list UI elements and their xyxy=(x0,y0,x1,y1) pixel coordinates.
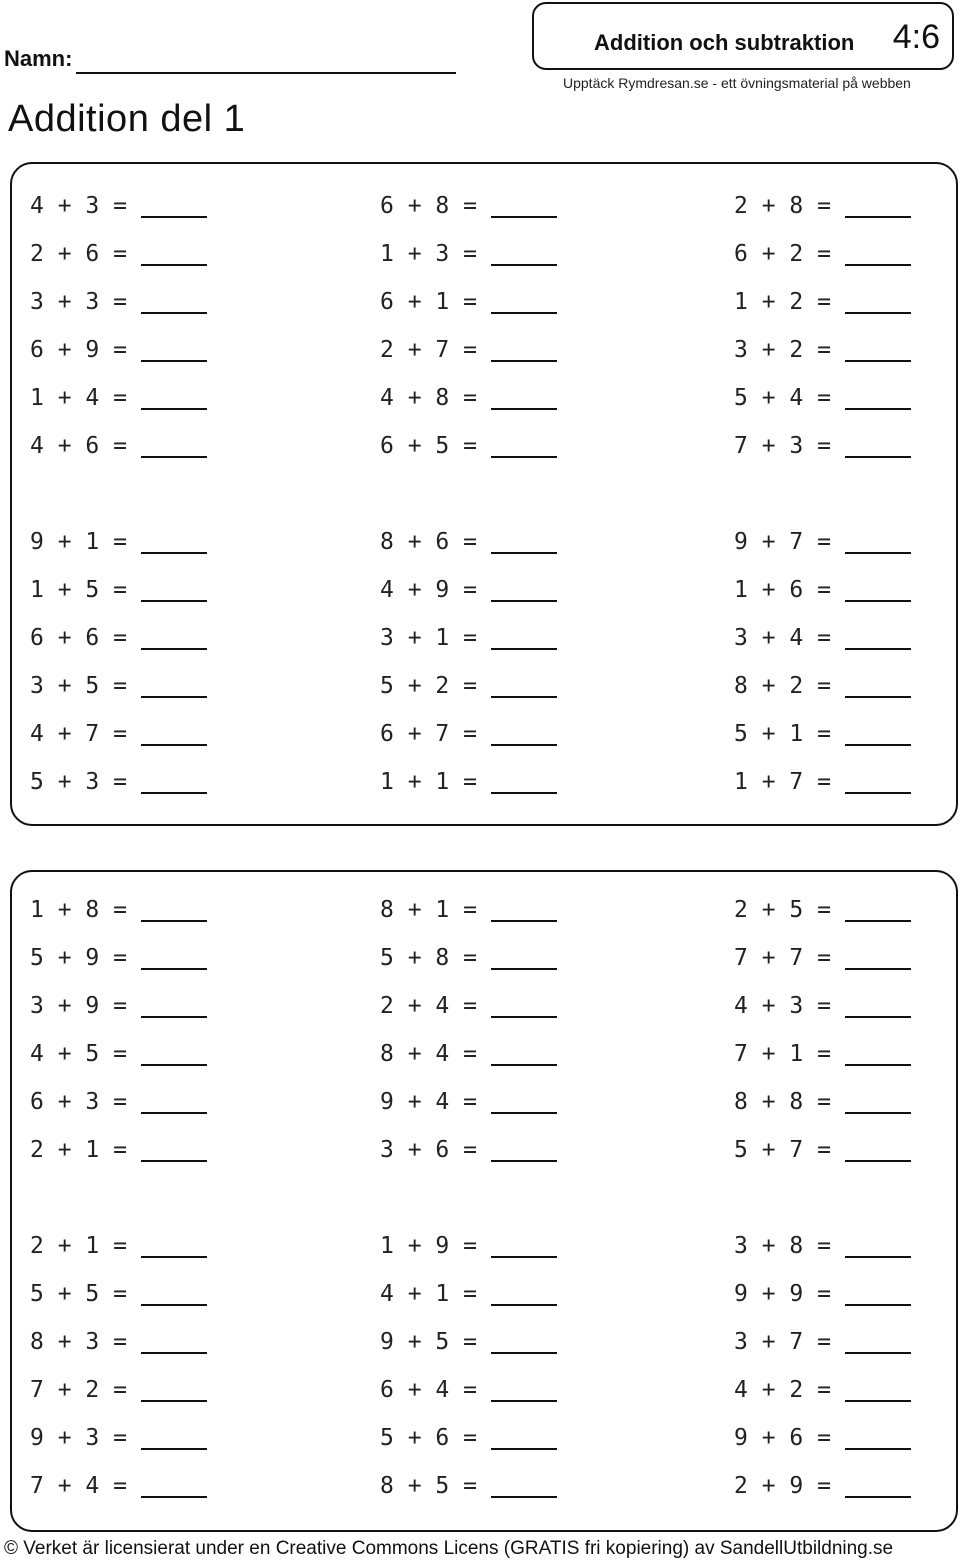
answer-blank[interactable] xyxy=(845,1042,911,1066)
equation-text: 6 + 2 = xyxy=(734,241,831,267)
equation-row xyxy=(734,1462,960,1510)
equation-row xyxy=(380,710,680,758)
equation-row xyxy=(30,230,330,278)
answer-blank[interactable] xyxy=(845,898,911,922)
equation-text: 9 + 6 = xyxy=(734,1425,831,1451)
answer-blank[interactable] xyxy=(491,946,557,970)
equation-text: 7 + 2 = xyxy=(30,1377,127,1403)
equation-row xyxy=(734,1414,960,1462)
equation-text: 2 + 9 = xyxy=(734,1473,831,1499)
answer-blank[interactable] xyxy=(141,1042,207,1066)
equation-text: 6 + 5 = xyxy=(380,433,477,459)
exercise-column xyxy=(734,182,960,470)
answer-blank[interactable] xyxy=(491,338,557,362)
equation-text: 4 + 8 = xyxy=(380,385,477,411)
header-box-title: Addition och subtraktion xyxy=(594,30,855,55)
equation-row xyxy=(734,1030,960,1078)
answer-blank[interactable] xyxy=(491,1330,557,1354)
equation-row xyxy=(30,1414,330,1462)
equation-text: 2 + 7 = xyxy=(380,337,477,363)
equation-row xyxy=(380,230,680,278)
equation-row xyxy=(30,182,330,230)
equation-text: 5 + 5 = xyxy=(30,1281,127,1307)
equation-text: 9 + 7 = xyxy=(734,529,831,555)
exercise-column xyxy=(380,182,680,470)
equation-text: 5 + 2 = xyxy=(380,673,477,699)
answer-blank[interactable] xyxy=(491,770,557,794)
answer-blank[interactable] xyxy=(141,1474,207,1498)
equation-text: 8 + 3 = xyxy=(30,1329,127,1355)
equation-row xyxy=(380,614,680,662)
equation-row xyxy=(30,518,330,566)
equation-row xyxy=(380,518,680,566)
equation-text: 5 + 7 = xyxy=(734,1137,831,1163)
equation-text: 3 + 8 = xyxy=(734,1233,831,1259)
answer-blank[interactable] xyxy=(491,530,557,554)
equation-row xyxy=(30,278,330,326)
answer-blank[interactable] xyxy=(141,1426,207,1450)
exercise-column xyxy=(734,518,960,806)
answer-blank[interactable] xyxy=(845,1330,911,1354)
answer-blank[interactable] xyxy=(141,1138,207,1162)
exercise-column xyxy=(30,182,330,470)
answer-blank[interactable] xyxy=(491,626,557,650)
equation-row xyxy=(30,934,330,982)
equation-text: 3 + 7 = xyxy=(734,1329,831,1355)
equation-text: 6 + 8 = xyxy=(380,193,477,219)
equation-row xyxy=(30,886,330,934)
answer-blank[interactable] xyxy=(845,1426,911,1450)
answer-blank[interactable] xyxy=(491,578,557,602)
answer-blank[interactable] xyxy=(491,386,557,410)
equation-row xyxy=(734,182,960,230)
equation-row xyxy=(30,1030,330,1078)
equation-row xyxy=(30,1366,330,1414)
equation-row xyxy=(30,374,330,422)
answer-blank[interactable] xyxy=(845,242,911,266)
equation-text: 2 + 1 = xyxy=(30,1233,127,1259)
answer-blank[interactable] xyxy=(845,386,911,410)
exercise-column xyxy=(30,518,330,806)
answer-blank[interactable] xyxy=(141,242,207,266)
equation-row xyxy=(734,710,960,758)
equation-row xyxy=(734,326,960,374)
equation-text: 7 + 1 = xyxy=(734,1041,831,1067)
equation-text: 7 + 3 = xyxy=(734,433,831,459)
equation-row xyxy=(30,982,330,1030)
exercise-group xyxy=(12,518,956,806)
equation-text: 8 + 8 = xyxy=(734,1089,831,1115)
equation-text: 9 + 9 = xyxy=(734,1281,831,1307)
answer-blank[interactable] xyxy=(845,626,911,650)
answer-blank[interactable] xyxy=(491,1138,557,1162)
equation-row xyxy=(380,1318,680,1366)
equation-text: 2 + 5 = xyxy=(734,897,831,923)
equation-text: 4 + 5 = xyxy=(30,1041,127,1067)
exercise-group xyxy=(12,1222,956,1510)
equation-row xyxy=(380,1414,680,1462)
equation-text: 8 + 4 = xyxy=(380,1041,477,1067)
answer-blank[interactable] xyxy=(845,1090,911,1114)
equation-row xyxy=(30,758,330,806)
answer-blank[interactable] xyxy=(491,1042,557,1066)
answer-blank[interactable] xyxy=(141,290,207,314)
answer-blank[interactable] xyxy=(845,578,911,602)
equation-row xyxy=(380,1462,680,1510)
equation-row xyxy=(734,230,960,278)
header-box-code: 4:6 xyxy=(892,18,940,56)
equation-row xyxy=(380,278,680,326)
equation-text: 9 + 5 = xyxy=(380,1329,477,1355)
equation-text: 1 + 7 = xyxy=(734,769,831,795)
answer-blank[interactable] xyxy=(141,578,207,602)
equation-text: 1 + 9 = xyxy=(380,1233,477,1259)
answer-blank[interactable] xyxy=(845,338,911,362)
equation-text: 5 + 4 = xyxy=(734,385,831,411)
answer-blank[interactable] xyxy=(141,898,207,922)
exercise-column xyxy=(734,886,960,1174)
exercise-column xyxy=(380,1222,680,1510)
equation-text: 8 + 5 = xyxy=(380,1473,477,1499)
equation-row xyxy=(734,566,960,614)
exercise-column xyxy=(734,1222,960,1510)
equation-row xyxy=(734,374,960,422)
equation-row xyxy=(734,278,960,326)
equation-row xyxy=(734,614,960,662)
equation-text: 6 + 7 = xyxy=(380,721,477,747)
equation-text: 2 + 6 = xyxy=(30,241,127,267)
equation-text: 8 + 2 = xyxy=(734,673,831,699)
exercise-column xyxy=(30,1222,330,1510)
answer-blank[interactable] xyxy=(845,1474,911,1498)
answer-blank[interactable] xyxy=(491,722,557,746)
answer-blank[interactable] xyxy=(141,626,207,650)
equation-row xyxy=(734,1126,960,1174)
equation-row xyxy=(30,1462,330,1510)
equation-row xyxy=(30,1078,330,1126)
equation-text: 5 + 6 = xyxy=(380,1425,477,1451)
equation-row xyxy=(734,1366,960,1414)
exercise-column xyxy=(380,886,680,1174)
equation-text: 1 + 2 = xyxy=(734,289,831,315)
equation-text: 2 + 8 = xyxy=(734,193,831,219)
answer-blank[interactable] xyxy=(141,1090,207,1114)
equation-text: 1 + 3 = xyxy=(380,241,477,267)
answer-blank[interactable] xyxy=(491,1474,557,1498)
equation-row xyxy=(734,886,960,934)
answer-blank[interactable] xyxy=(141,338,207,362)
answer-blank[interactable] xyxy=(141,1282,207,1306)
equation-text: 6 + 4 = xyxy=(380,1377,477,1403)
equation-row xyxy=(380,1222,680,1270)
answer-blank[interactable] xyxy=(491,674,557,698)
equation-text: 4 + 1 = xyxy=(380,1281,477,1307)
exercise-panel-2 xyxy=(10,870,958,1532)
answer-blank[interactable] xyxy=(845,1378,911,1402)
equation-row xyxy=(380,886,680,934)
answer-blank[interactable] xyxy=(141,946,207,970)
equation-text: 3 + 3 = xyxy=(30,289,127,315)
equation-row xyxy=(380,566,680,614)
answer-blank[interactable] xyxy=(845,530,911,554)
equation-text: 2 + 4 = xyxy=(380,993,477,1019)
equation-text: 6 + 1 = xyxy=(380,289,477,315)
equation-text: 6 + 9 = xyxy=(30,337,127,363)
equation-text: 9 + 3 = xyxy=(30,1425,127,1451)
equation-row xyxy=(380,182,680,230)
equation-row xyxy=(30,1222,330,1270)
equation-row xyxy=(30,326,330,374)
answer-blank[interactable] xyxy=(845,674,911,698)
exercise-column xyxy=(30,886,330,1174)
equation-text: 4 + 7 = xyxy=(30,721,127,747)
equation-row xyxy=(30,1126,330,1174)
answer-blank[interactable] xyxy=(845,946,911,970)
equation-row xyxy=(30,662,330,710)
equation-row xyxy=(30,1270,330,1318)
equation-text: 8 + 1 = xyxy=(380,897,477,923)
equation-text: 5 + 9 = xyxy=(30,945,127,971)
equation-row xyxy=(734,1270,960,1318)
equation-row xyxy=(380,374,680,422)
equation-text: 6 + 3 = xyxy=(30,1089,127,1115)
equation-text: 3 + 1 = xyxy=(380,625,477,651)
equation-row xyxy=(380,758,680,806)
equation-text: 1 + 6 = xyxy=(734,577,831,603)
equation-text: 6 + 6 = xyxy=(30,625,127,651)
exercise-panel-1 xyxy=(10,162,958,826)
answer-blank[interactable] xyxy=(845,1282,911,1306)
answer-blank[interactable] xyxy=(141,1378,207,1402)
equation-row xyxy=(380,422,680,470)
answer-blank[interactable] xyxy=(141,770,207,794)
equation-row xyxy=(380,982,680,1030)
equation-row xyxy=(380,1030,680,1078)
equation-row xyxy=(380,1366,680,1414)
equation-row xyxy=(380,662,680,710)
answer-blank[interactable] xyxy=(845,434,911,458)
equation-text: 4 + 9 = xyxy=(380,577,477,603)
answer-blank[interactable] xyxy=(491,994,557,1018)
equation-row xyxy=(734,982,960,1030)
equation-row xyxy=(380,326,680,374)
answer-blank[interactable] xyxy=(491,290,557,314)
equation-text: 7 + 4 = xyxy=(30,1473,127,1499)
answer-blank[interactable] xyxy=(491,194,557,218)
name-field-line[interactable] xyxy=(76,72,456,74)
equation-row xyxy=(734,662,960,710)
answer-blank[interactable] xyxy=(845,1138,911,1162)
equation-text: 9 + 4 = xyxy=(380,1089,477,1115)
answer-blank[interactable] xyxy=(491,1090,557,1114)
equation-row xyxy=(380,1078,680,1126)
answer-blank[interactable] xyxy=(141,194,207,218)
equation-text: 7 + 7 = xyxy=(734,945,831,971)
equation-row xyxy=(734,758,960,806)
answer-blank[interactable] xyxy=(491,1234,557,1258)
license-footer: © Verket är licensierat under en Creative Commons Licens (GRATIS fri kopiering) av SandellUtbildning.se xyxy=(4,1538,894,1559)
answer-blank[interactable] xyxy=(491,242,557,266)
equation-text: 3 + 5 = xyxy=(30,673,127,699)
answer-blank[interactable] xyxy=(141,1234,207,1258)
answer-blank[interactable] xyxy=(141,530,207,554)
page-title: Addition del 1 xyxy=(8,98,246,140)
answer-blank[interactable] xyxy=(491,898,557,922)
equation-text: 3 + 9 = xyxy=(30,993,127,1019)
equation-text: 4 + 3 = xyxy=(734,993,831,1019)
answer-blank[interactable] xyxy=(845,1234,911,1258)
equation-text: 2 + 1 = xyxy=(30,1137,127,1163)
answer-blank[interactable] xyxy=(845,722,911,746)
equation-row xyxy=(380,1270,680,1318)
answer-blank[interactable] xyxy=(845,770,911,794)
equation-row xyxy=(734,1078,960,1126)
equation-row xyxy=(30,614,330,662)
equation-text: 1 + 4 = xyxy=(30,385,127,411)
equation-row xyxy=(734,934,960,982)
answer-blank[interactable] xyxy=(141,674,207,698)
equation-text: 9 + 1 = xyxy=(30,529,127,555)
answer-blank[interactable] xyxy=(491,434,557,458)
equation-text: 5 + 3 = xyxy=(30,769,127,795)
equation-text: 8 + 6 = xyxy=(380,529,477,555)
equation-row xyxy=(734,1318,960,1366)
equation-row xyxy=(734,422,960,470)
answer-blank[interactable] xyxy=(845,290,911,314)
equation-text: 3 + 6 = xyxy=(380,1137,477,1163)
exercise-group xyxy=(12,886,956,1174)
equation-text: 1 + 5 = xyxy=(30,577,127,603)
header-box xyxy=(532,2,954,70)
equation-row xyxy=(734,1222,960,1270)
answer-blank[interactable] xyxy=(491,1378,557,1402)
answer-blank[interactable] xyxy=(491,1426,557,1450)
equation-row xyxy=(380,1126,680,1174)
answer-blank[interactable] xyxy=(141,434,207,458)
header-subtitle: Upptäck Rymdresan.se - ett övningsmaterial på webben xyxy=(563,75,911,91)
equation-text: 4 + 3 = xyxy=(30,193,127,219)
equation-text: 1 + 1 = xyxy=(380,769,477,795)
equation-row xyxy=(30,566,330,614)
answer-blank[interactable] xyxy=(141,994,207,1018)
equation-text: 4 + 6 = xyxy=(30,433,127,459)
equation-row xyxy=(30,422,330,470)
answer-blank[interactable] xyxy=(845,194,911,218)
exercise-group xyxy=(12,182,956,470)
equation-text: 3 + 2 = xyxy=(734,337,831,363)
equation-row xyxy=(734,518,960,566)
answer-blank[interactable] xyxy=(141,1330,207,1354)
equation-text: 5 + 8 = xyxy=(380,945,477,971)
equation-row xyxy=(30,710,330,758)
equation-text: 1 + 8 = xyxy=(30,897,127,923)
answer-blank[interactable] xyxy=(141,722,207,746)
exercise-column xyxy=(380,518,680,806)
answer-blank[interactable] xyxy=(491,1282,557,1306)
equation-row xyxy=(380,934,680,982)
equation-text: 3 + 4 = xyxy=(734,625,831,651)
equation-text: 4 + 2 = xyxy=(734,1377,831,1403)
equation-row xyxy=(30,1318,330,1366)
name-label: Namn: xyxy=(4,46,73,71)
equation-text: 5 + 1 = xyxy=(734,721,831,747)
answer-blank[interactable] xyxy=(141,386,207,410)
answer-blank[interactable] xyxy=(845,994,911,1018)
